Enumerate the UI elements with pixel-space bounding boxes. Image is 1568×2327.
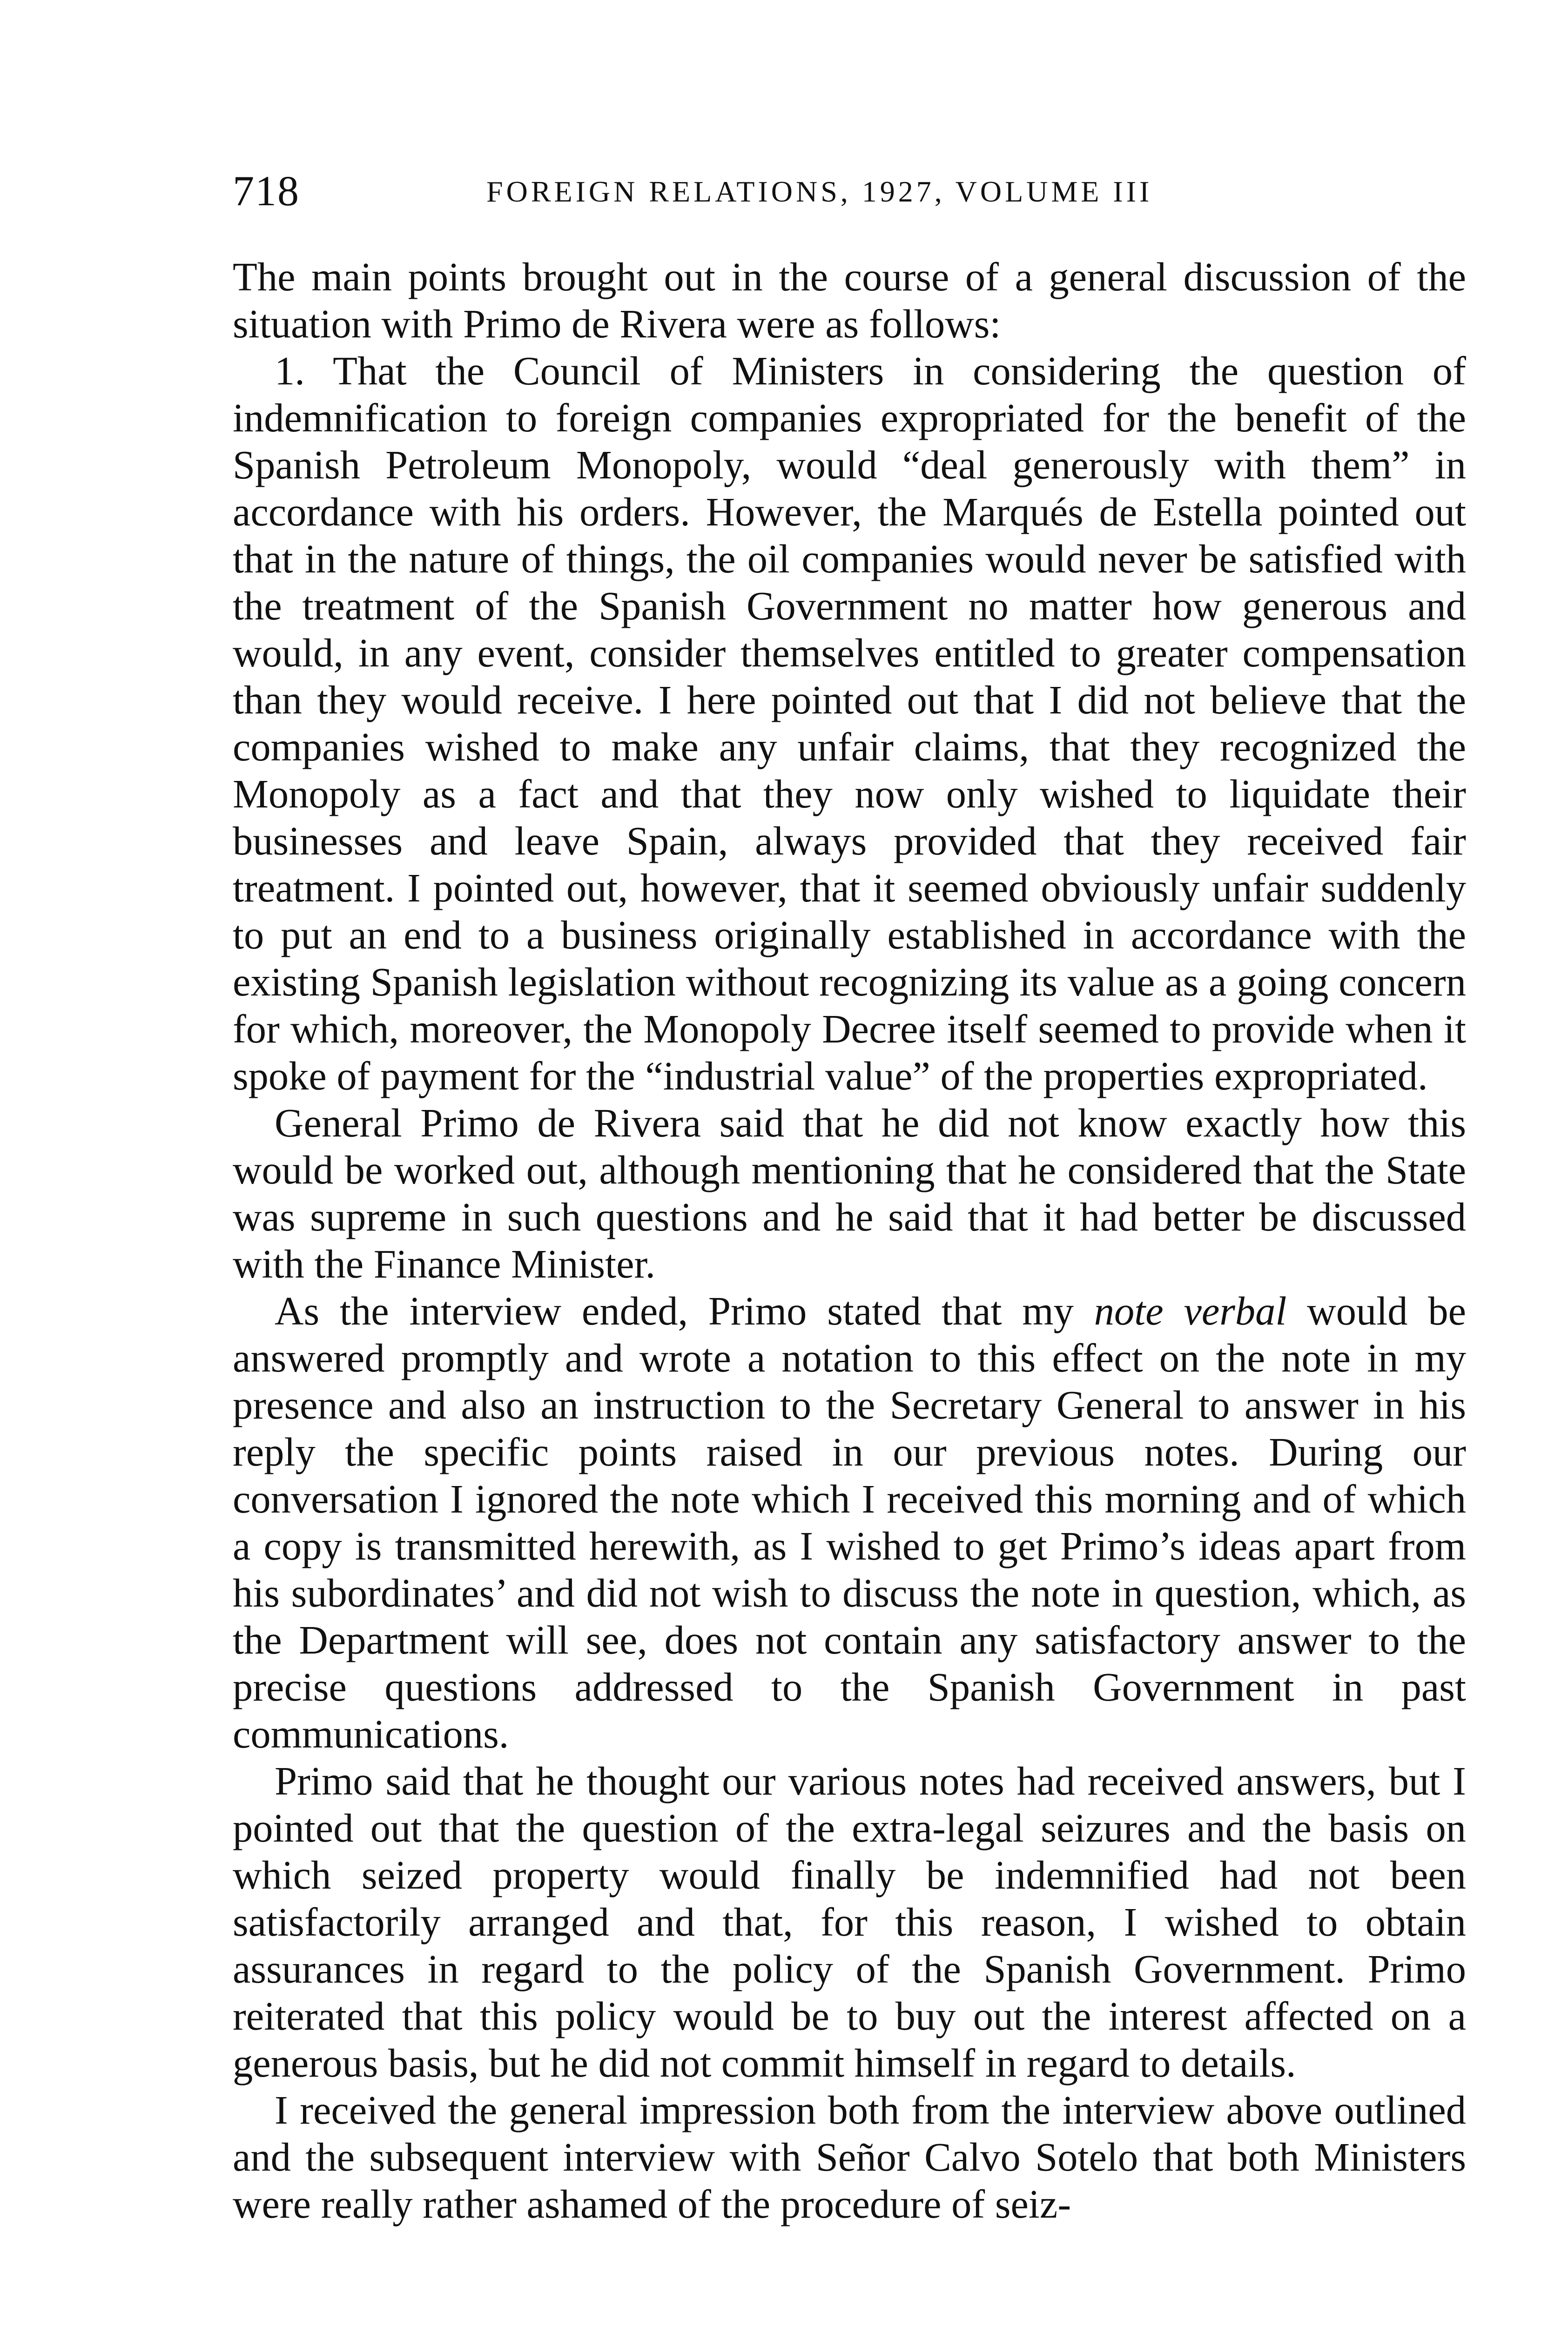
body-text [233,254,1466,2228]
paragraph-primo-response: General Primo de Rivera said that he did not know exactly how this would be worked out, although mentioning that he considered that the State was supreme in such questions and he said that it had better be discussed with the Finance Minister. [233,1101,1466,1286]
paragraph-primo-notes: Primo said that he thought our various notes had received answers, but I pointed out that the question of the extra-legal seizures and the basis on which seized property would finally be indemnified had not been satisfactorily arranged and that, for this reason, I wished to obtain assurances in regard to the policy of the Spanish Government. Primo reiterated that this policy would be to buy out the interest affected on a generous basis, but he did not commit himself in regard to details. [233,1759,1466,2085]
paragraph-text: would be answered promptly and wrote a notation to this effect on the note in my presence and also an instruction to the Secretary General to answer in his reply the specific points raised in our previous notes. During our conversation I ignored the note which I received this morning and of which a copy is transmitted herewith, as I wished to get Primo’s ideas apart from his subordinates’ and did not wish to discuss the note in question, which, as the Department will see, does not contain any satisfactory answer to the precise questions addressed to the Spanish Government in past communications. [233,1289,1466,1756]
page-number: 718 [233,167,300,215]
paragraph-impression: I received the general impression both from the interview above outlined and the subsequent interview with Señor Calvo Sotelo that both Ministers were really rather ashamed of the procedure of seiz- [233,2088,1466,2226]
paragraph-interview-ended [233,1288,1466,1758]
paragraph-intro: The main points brought out in the course of a general discussion of the situation with Primo de Rivera were as follows: [233,255,1466,346]
page-header [233,161,1466,221]
running-title: FOREIGN RELATIONS, 1927, VOLUME III [486,175,1153,208]
paragraph-point-1: 1. That the Council of Ministers in considering the question of indemnification to foreign companies expropriated for the benefit of the Spanish Petroleum Monopoly, would “deal generously with them” in accordance with his orders. However, the Marqués de Estella pointed out that in the nature of things, the oil companies would never be satisfied with the treatment of the Spanish Government no matter how generous and would, in any event, consider themselves entitled to greater compensation than they would receive. I here pointed out that I did not believe that the companies wished to make any unfair claims, that they recognized the Monopoly as a fact and that they now only wished to liquidate their businesses and leave Spain, always provided that they received fair treatment. I pointed out, however, that it seemed obviously unfair suddenly to put an end to a business originally established in accordance with the existing Spanish legislation without recognizing its value as a going concern for which, moreover, the Monopoly Decree itself seemed to provide when it spoke of payment for the “industrial value” of the properties expropriated. [233,349,1466,1098]
paragraph-text: As the interview ended, Primo stated that my [275,1289,1094,1333]
italic-term: note verbal [1094,1289,1287,1333]
